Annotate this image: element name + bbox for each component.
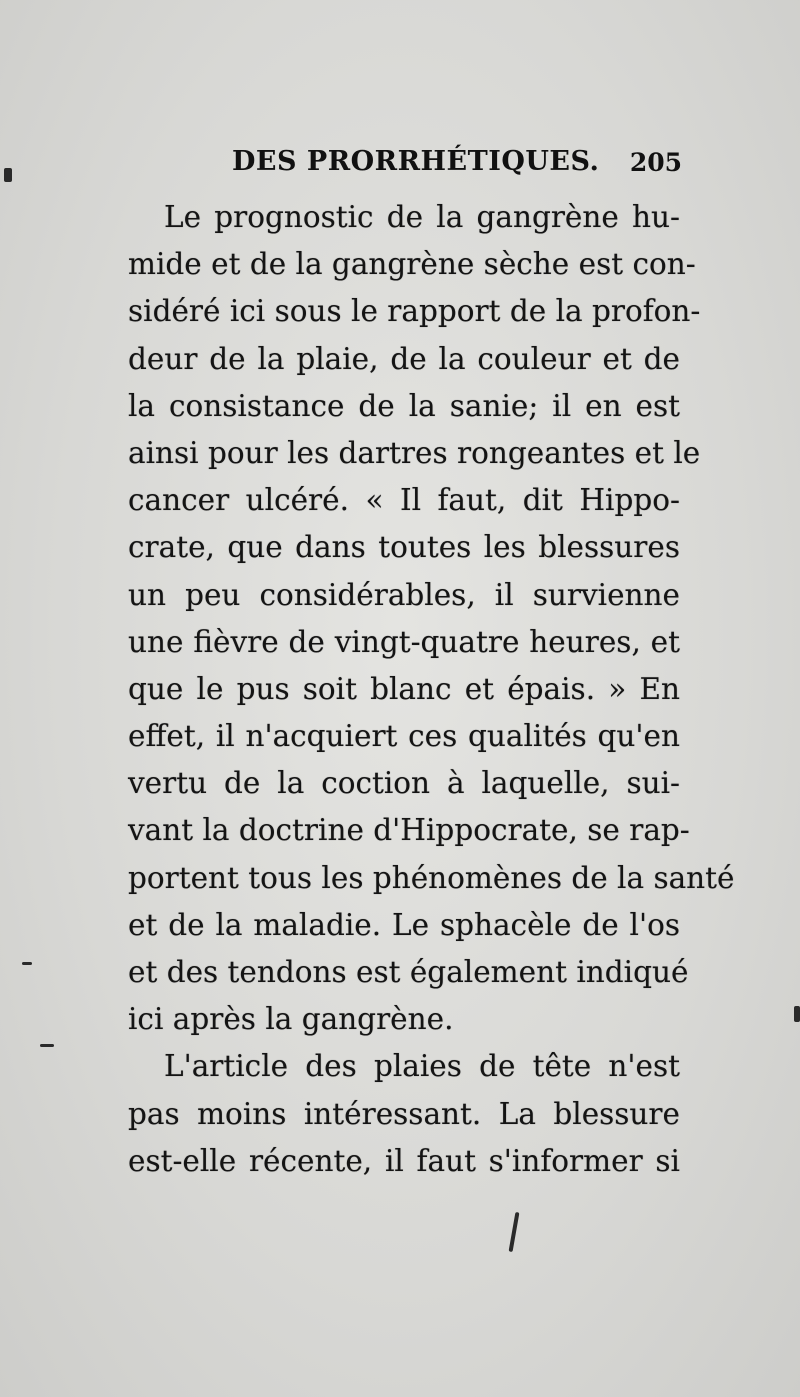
text-line: crate, que dans toutes les blessures <box>128 530 680 565</box>
text-line: un peu considérables, il survienne <box>128 577 680 612</box>
running-head: DES PRORRHÉTIQUES. <box>232 146 600 177</box>
text-line: et de la maladie. Le sphacèle de l'os <box>128 907 680 942</box>
text-line: pas moins intéressant. La blessure <box>128 1096 680 1131</box>
text-line: vertu de la coction à laquelle, sui- <box>128 766 680 801</box>
text-line: ici après la gangrène. <box>128 1002 454 1037</box>
page-number: 205 <box>629 148 682 177</box>
text-line: ainsi pour les dartres rongeantes et le <box>128 435 701 470</box>
text-line: et des tendons est également indiqué <box>128 955 689 989</box>
text-line: Le prognostic de la gangrène hu- <box>164 200 680 234</box>
text-line: L'article des plaies de tête n'est <box>164 1049 680 1084</box>
text-line: une fièvre de vingt-quatre heures, et <box>128 624 680 659</box>
ink-speck <box>40 1044 54 1047</box>
text-line: est-elle récente, il faut s'informer si <box>128 1143 680 1178</box>
text-line: portent tous les phénomènes de la santé <box>128 860 735 895</box>
body-text <box>128 194 735 1185</box>
ink-speck <box>4 168 12 182</box>
text-line: mide et de la gangrène sèche est con- <box>128 247 696 282</box>
paragraph <box>128 194 735 1043</box>
text-line: effet, il n'acquiert ces qualités qu'en <box>128 719 680 754</box>
text-line: sidéré ici sous le rapport de la profon- <box>128 294 701 329</box>
ink-speck <box>509 1212 520 1252</box>
ink-speck <box>794 1006 800 1022</box>
paragraph <box>128 1043 680 1185</box>
text-line: que le pus soit blanc et épais. » En <box>128 671 680 706</box>
text-line: deur de la plaie, de la couleur et de <box>128 341 680 376</box>
text-line: vant la doctrine d'Hippocrate, se rap- <box>128 813 690 848</box>
ink-speck <box>22 962 32 965</box>
text-line: cancer ulcéré. « Il faut, dit Hippo- <box>128 483 680 518</box>
page-header <box>232 146 682 186</box>
text-line: la consistance de la sanie; il en est <box>128 388 680 423</box>
